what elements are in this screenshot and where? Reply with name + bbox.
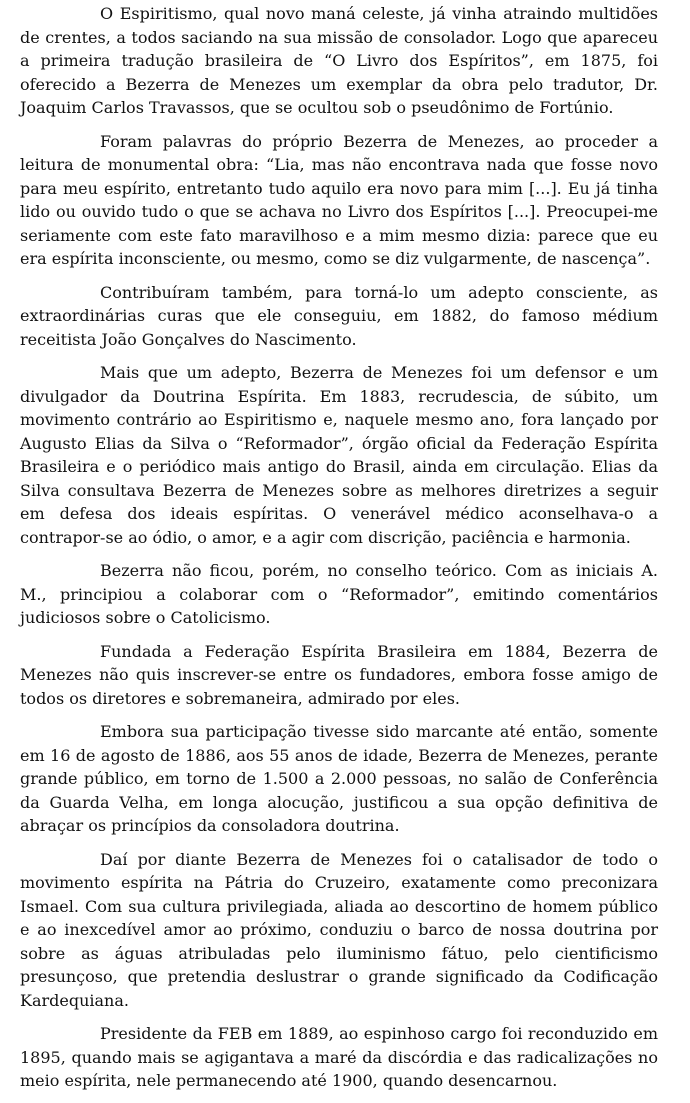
paragraph: Mais que um adepto, Bezerra de Menezes foi um defensor e um divulgador da Doutrina Espírita. Em 1883, recrudescia, de súbito, um movimento contrário ao Espiritismo e, naquele mesmo ano, fora lançado por Augusto Elias da Silva o “Reformador”, órgão oficial da Federação Espírita Brasileira e o periódico mais antigo do Brasil, ainda em circulação. Elias da Silva consultava Bezerra de Menezes sobre as melhores diretrizes a seguir em defesa dos ideais espíritas. O venerável médico aconselhava-o a contrapor-se ao ódio, o amor, e a agir com discrição, paciência e harmonia. xyxy=(20,363,658,547)
paragraph: Bezerra não ficou, porém, no conselho teórico. Com as iniciais A. M., principiou a colaborar com o “Reformador”, emitindo comentários judiciosos sobre o Catolicismo. xyxy=(20,561,658,627)
paragraph: Foram palavras do próprio Bezerra de Menezes, ao proceder a leitura de monumental obra: “Lia, mas não encontrava nada que fosse novo para meu espírito, entretanto tudo aquilo era novo para mim [...]. Eu já tinha lido ou ouvido tudo o que se achava no Livro dos Espíritos [...]. Preocupei-me seriamente com este fato maravilhoso e a mim mesmo dizia: parece que eu era espírita inconsciente, ou mesmo, como se diz vulgarmente, de nascença”. xyxy=(20,131,658,268)
paragraph: Embora sua participação tivesse sido marcante até então, somente em 16 de agosto de 1886, aos 55 anos de idade, Bezerra de Menezes, perante grande público, em torno de 1.500 a 2.000 pessoas, no salão de Conferência da Guarda Velha, em longa alocução, justificou a sua opção definitiva de abraçar os princípios da consoladora doutrina. xyxy=(20,722,658,835)
document-page xyxy=(20,2,658,1103)
paragraph: Contribuíram também, para torná-lo um adepto consciente, as extraordinárias curas que ele conseguiu, em 1882, do famoso médium receitista João Gonçalves do Nascimento. xyxy=(20,282,658,349)
paragraph: Daí por diante Bezerra de Menezes foi o catalisador de todo o movimento espírita na Pátria do Cruzeiro, exatamente como preconizara Ismael. Com sua cultura privilegiada, aliada ao descortino de homem público e ao inexcedível amor ao próximo, conduziu o barco de nossa doutrina por sobre as águas atribuladas pelo iluminismo fátuo, pelo cientificismo presunçoso, que pretendia deslustrar o grande significado da Codificação Kardequiana. xyxy=(20,849,658,1010)
paragraph: O Espiritismo, qual novo maná celeste, já vinha atraindo multidões de crentes, a todos saciando na sua missão de consolador. Logo que apareceu a primeira tradução brasileira de “O Livro dos Espíritos”, em 1875, foi oferecido a Bezerra de Menezes um exemplar da obra pelo tradutor, Dr. Joaquim Carlos Travassos, que se ocultou sob o pseudônimo de Fortúnio. xyxy=(20,4,658,117)
paragraph: Presidente da FEB em 1889, ao espinhoso cargo foi reconduzido em 1895, quando mais se agigantava a maré da discórdia e das radicalizações no meio espírita, nele permanecendo até 1900, quando desencarnou. xyxy=(20,1024,658,1090)
paragraph: Fundada a Federação Espírita Brasileira em 1884, Bezerra de Menezes não quis inscrever-se entre os fundadores, embora fosse amigo de todos os diretores e sobremaneira, admirado por eles. xyxy=(20,641,658,708)
